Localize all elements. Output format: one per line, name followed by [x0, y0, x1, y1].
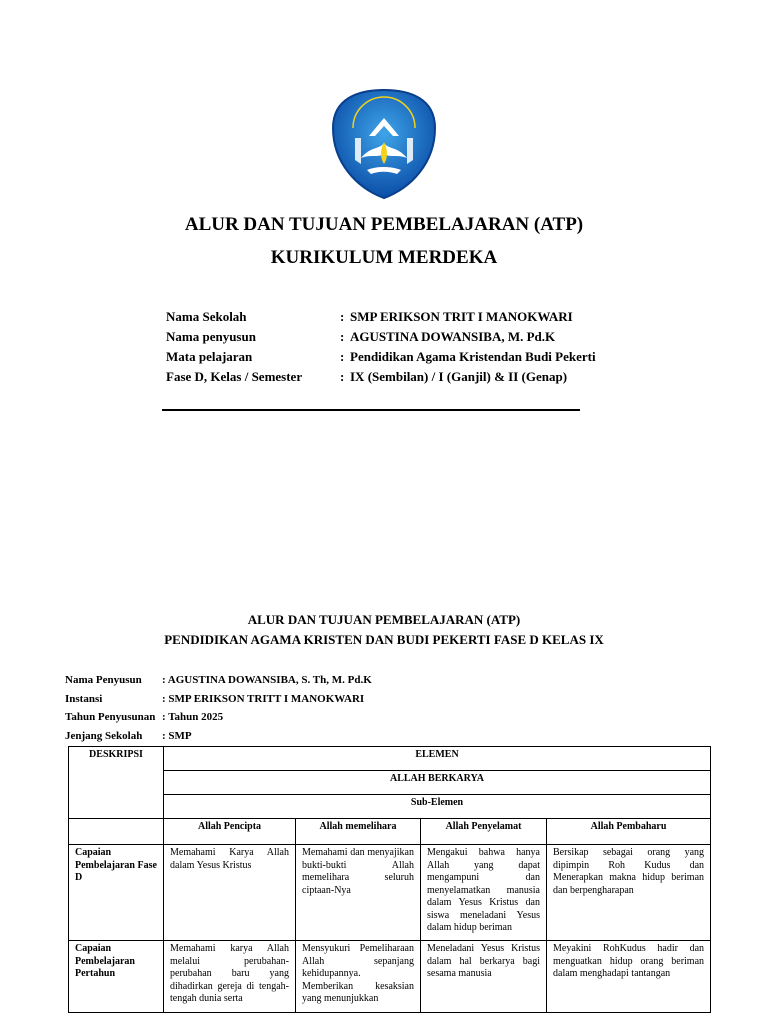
section-info-value: : Tahun 2025 [162, 711, 224, 723]
cover-info-label: Nama Sekolah [166, 309, 247, 324]
cover-title: ALUR DAN TUJUAN PEMBELAJARAN (ATP) [184, 214, 584, 235]
divider-line [162, 409, 580, 411]
section-subtitle: PENDIDIKAN AGAMA KRISTEN DAN BUDI PEKERTI FASE D KELAS IX [164, 632, 604, 647]
atp-table [68, 746, 711, 1013]
sub-elemen-cell: Allah Pembaharu [547, 819, 711, 845]
section-info-label: Nama Penyusun [65, 674, 142, 686]
elemen-name: ALLAH BERKARYA [164, 771, 711, 795]
elemen-header: ELEMEN [164, 747, 711, 771]
cover-info-label: Mata pelajaran [166, 349, 253, 364]
table-cell: Mengakui bahwa hanya Allah yang dapat mengampuni dan menyelamatkan manusia dalam Yesus Kristus dan siswa meneladani Yesus dalam hidup beriman [421, 845, 547, 941]
section-title: ALUR DAN TUJUAN PEMBELAJARAN (ATP) [247, 612, 521, 627]
deskripsi-header: DESKRIPSI [69, 747, 164, 819]
sub-elemen-header: Sub-Elemen [164, 795, 711, 819]
sub-elemen-cell: Allah memelihara [296, 819, 421, 845]
section-info-value: : SMP ERIKSON TRITT I MANOKWARI [162, 692, 365, 705]
table-cell: Memahami Karya Allah dalam Yesus Kristus [164, 845, 296, 941]
cover-info-label: Fase D, Kelas / Semester [166, 369, 303, 384]
table-cell: Memahami karya Allah melalui perubahan-perubahan baru yang dihadirkan gereja di tengah-tengah dunia serta [164, 941, 296, 1013]
table-row [69, 941, 711, 1013]
sub-elemen-cell: Allah Penyelamat [421, 819, 547, 845]
row-label: Capaian Pembelajaran Pertahun [69, 941, 164, 1013]
tut-wuri-handayani-logo [331, 88, 437, 200]
section-info-row [65, 708, 372, 727]
sub-elemen-cell: Allah Pencipta [164, 819, 296, 845]
section-info [65, 671, 372, 745]
section-info-label: Jenjang Sekolah [65, 729, 143, 742]
cover-info-row: Fase D, Kelas / Semester : IX (Sembilan) / I (Ganjil) & II (Genap) [166, 367, 596, 387]
cover-info-row: Nama Sekolah : SMP ERIKSON TRIT I MANOKWARI [166, 307, 596, 327]
section-info-value: : SMP [162, 729, 192, 742]
cover-info-label: Nama penyusun [166, 329, 256, 344]
table-row [69, 845, 711, 941]
cover-subtitle: KURIKULUM MERDEKA [270, 247, 498, 268]
section-info-label: Tahun Penyusunan [65, 711, 156, 723]
cover-info [166, 307, 596, 387]
section-info-row [65, 671, 372, 690]
table-cell: Mensyukuri Pemeliharaan Allah sepanjang kehidupannya. Memberikan kesaksian yang menunjukkan [296, 941, 421, 1013]
cover-info-value: AGUSTINA DOWANSIBA, M. Pd.K [350, 329, 556, 344]
table-cell: Memahami dan menyajikan bukti-bukti Allah memelihara seluruh ciptaan-Nya [296, 845, 421, 941]
table-cell: Meyakini RohKudus hadir dan menguatkan hidup orang beriman dalam menghadapi tantangan [547, 941, 711, 1013]
section-info-value: : AGUSTINA DOWANSIBA, S. Th, M. Pd.K [162, 674, 372, 686]
cover-info-value: IX (Sembilan) / I (Ganjil) & II (Genap) [350, 369, 568, 384]
section-info-row [65, 690, 372, 709]
table-cell: Bersikap sebagai orang yang dipimpin Roh Kudus dan Menerapkan makna hidup beriman dan berpengharapan [547, 845, 711, 941]
row-label: Capaian Pembelajaran Fase D [69, 845, 164, 941]
cover-info-row: Nama penyusun : AGUSTINA DOWANSIBA, M. Pd.K [166, 327, 596, 347]
section-info-row [65, 727, 372, 746]
cover-info-value: SMP ERIKSON TRIT I MANOKWARI [350, 309, 573, 324]
cover-info-row: Mata pelajaran : Pendidikan Agama Kristendan Budi Pekerti [166, 347, 596, 367]
cover-info-value: Pendidikan Agama Kristendan Budi Pekerti [350, 349, 596, 364]
table-cell: Meneladani Yesus Kristus dalam hal berkarya bagi sesama manusia [421, 941, 547, 1013]
section-info-label: Instansi [65, 692, 103, 705]
